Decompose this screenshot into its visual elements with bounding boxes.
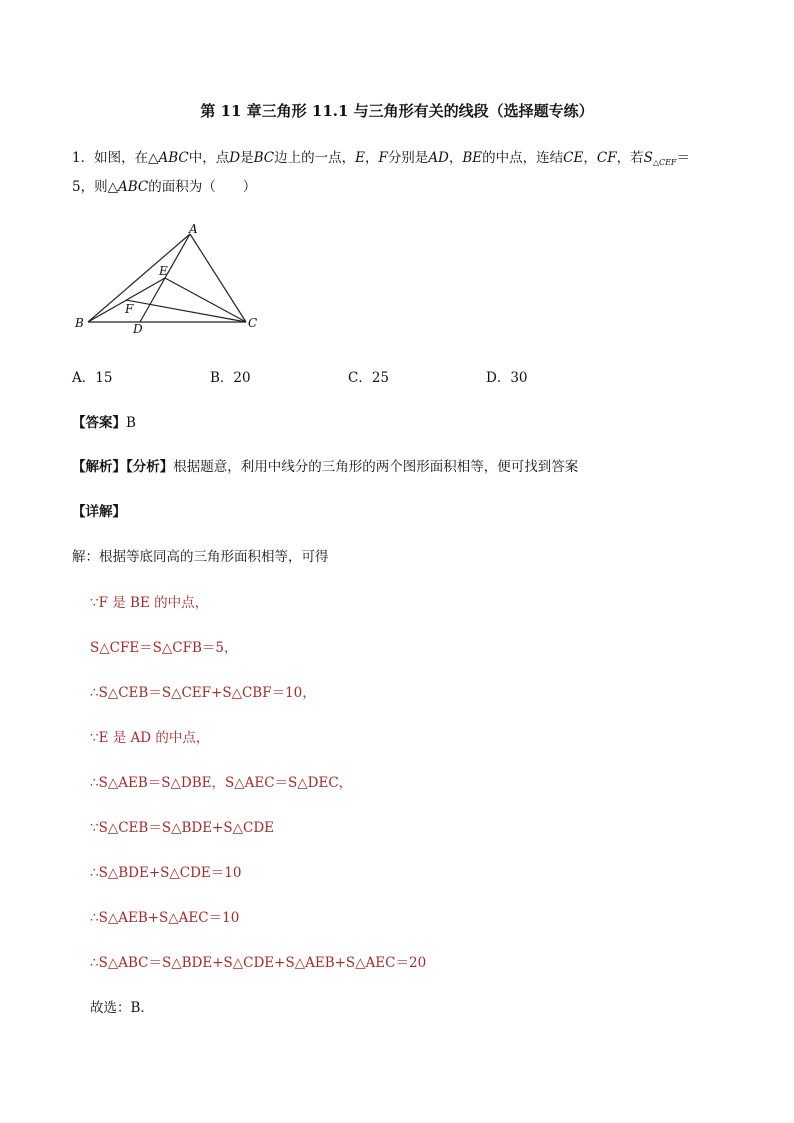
option-a: A．15 (72, 370, 113, 386)
q-var: BE (462, 150, 483, 166)
q-var: ABC (158, 150, 189, 166)
solution-step: ∴S△BDE+S△CDE＝10 (90, 865, 242, 881)
label-a: A (189, 222, 198, 236)
q-text: ， (448, 150, 463, 166)
conclusion: 故选：B． (90, 1000, 154, 1016)
q-var: BC (253, 150, 275, 166)
segment-cf (126, 300, 246, 322)
analysis-line (72, 455, 578, 475)
solution-step: ∴S△ABC＝S△BDE+S△CDE+S△AEB+S△AEC＝20 (90, 955, 427, 971)
q-text: 中，点 (188, 150, 230, 166)
solution-step: S△CFE＝S△CFB＝5， (90, 640, 238, 656)
segment-ce (165, 278, 246, 322)
q-text: ， (364, 150, 379, 166)
q-text: 5，则△ (72, 179, 118, 195)
q-subscript: △CEF (652, 158, 677, 167)
solution-step: ∵S△CEB＝S△BDE+S△CDE (90, 820, 275, 836)
solution-step: ∴S△AEB+S△AEC＝10 (90, 910, 240, 926)
q-text: 1．如图，在△ (72, 150, 159, 166)
label-d: D (133, 322, 143, 336)
q-var: F (378, 150, 388, 166)
analysis-label: 【解析】【分析】 (72, 459, 174, 475)
q-var: E (355, 150, 365, 166)
answer-label: 【答案】 (72, 415, 126, 431)
solution-step: ∴S△AEB＝S△DBE，S△AEC＝S△DEC， (90, 775, 353, 791)
option-b: B．20 (210, 370, 251, 386)
label-b: B (75, 316, 84, 330)
option-c: C．25 (348, 370, 390, 386)
answer-line (72, 411, 136, 431)
q-var: CE (563, 150, 584, 166)
q-text: 的中点，连结 (482, 150, 564, 166)
solution-intro: 解：根据等底同高的三角形面积相等，可得 (72, 549, 329, 565)
option-d: D．30 (486, 370, 528, 386)
q-text: 分别是 (387, 150, 429, 166)
label-c: C (248, 316, 258, 330)
q-text: ，若 (616, 150, 644, 166)
q-text: ＝ (676, 150, 690, 166)
analysis-text: 根据题意，利用中线分的三角形的两个图形面积相等，便可找到答案 (173, 459, 579, 475)
segment-ac (190, 234, 246, 322)
question-line-2 (72, 172, 256, 202)
page-title: 第 11 章三角形 11.1 与三角形有关的线段（选择题专练） (200, 102, 594, 120)
q-text: 边上的一点， (274, 150, 356, 166)
solution-step: ∵E 是 AD 的中点， (90, 730, 210, 746)
answer-value: B (126, 415, 136, 431)
label-e: E (159, 264, 168, 278)
q-var: ABC (117, 179, 149, 195)
q-var: S (643, 150, 653, 166)
solution-step: ∵F 是 BE 的中点， (90, 595, 209, 611)
solution-step: ∴S△CEB＝S△CEF+S△CBF＝10， (90, 685, 316, 701)
q-text: ， (583, 150, 597, 166)
triangle-figure (70, 220, 270, 340)
label-f: F (125, 302, 134, 316)
q-var: D (229, 150, 241, 166)
detail-label: 【详解】 (72, 504, 126, 520)
q-var: CF (596, 150, 617, 166)
q-text: 是 (240, 150, 254, 166)
q-var: AD (428, 150, 449, 166)
q-text: 的面积为（ ） (148, 179, 257, 195)
